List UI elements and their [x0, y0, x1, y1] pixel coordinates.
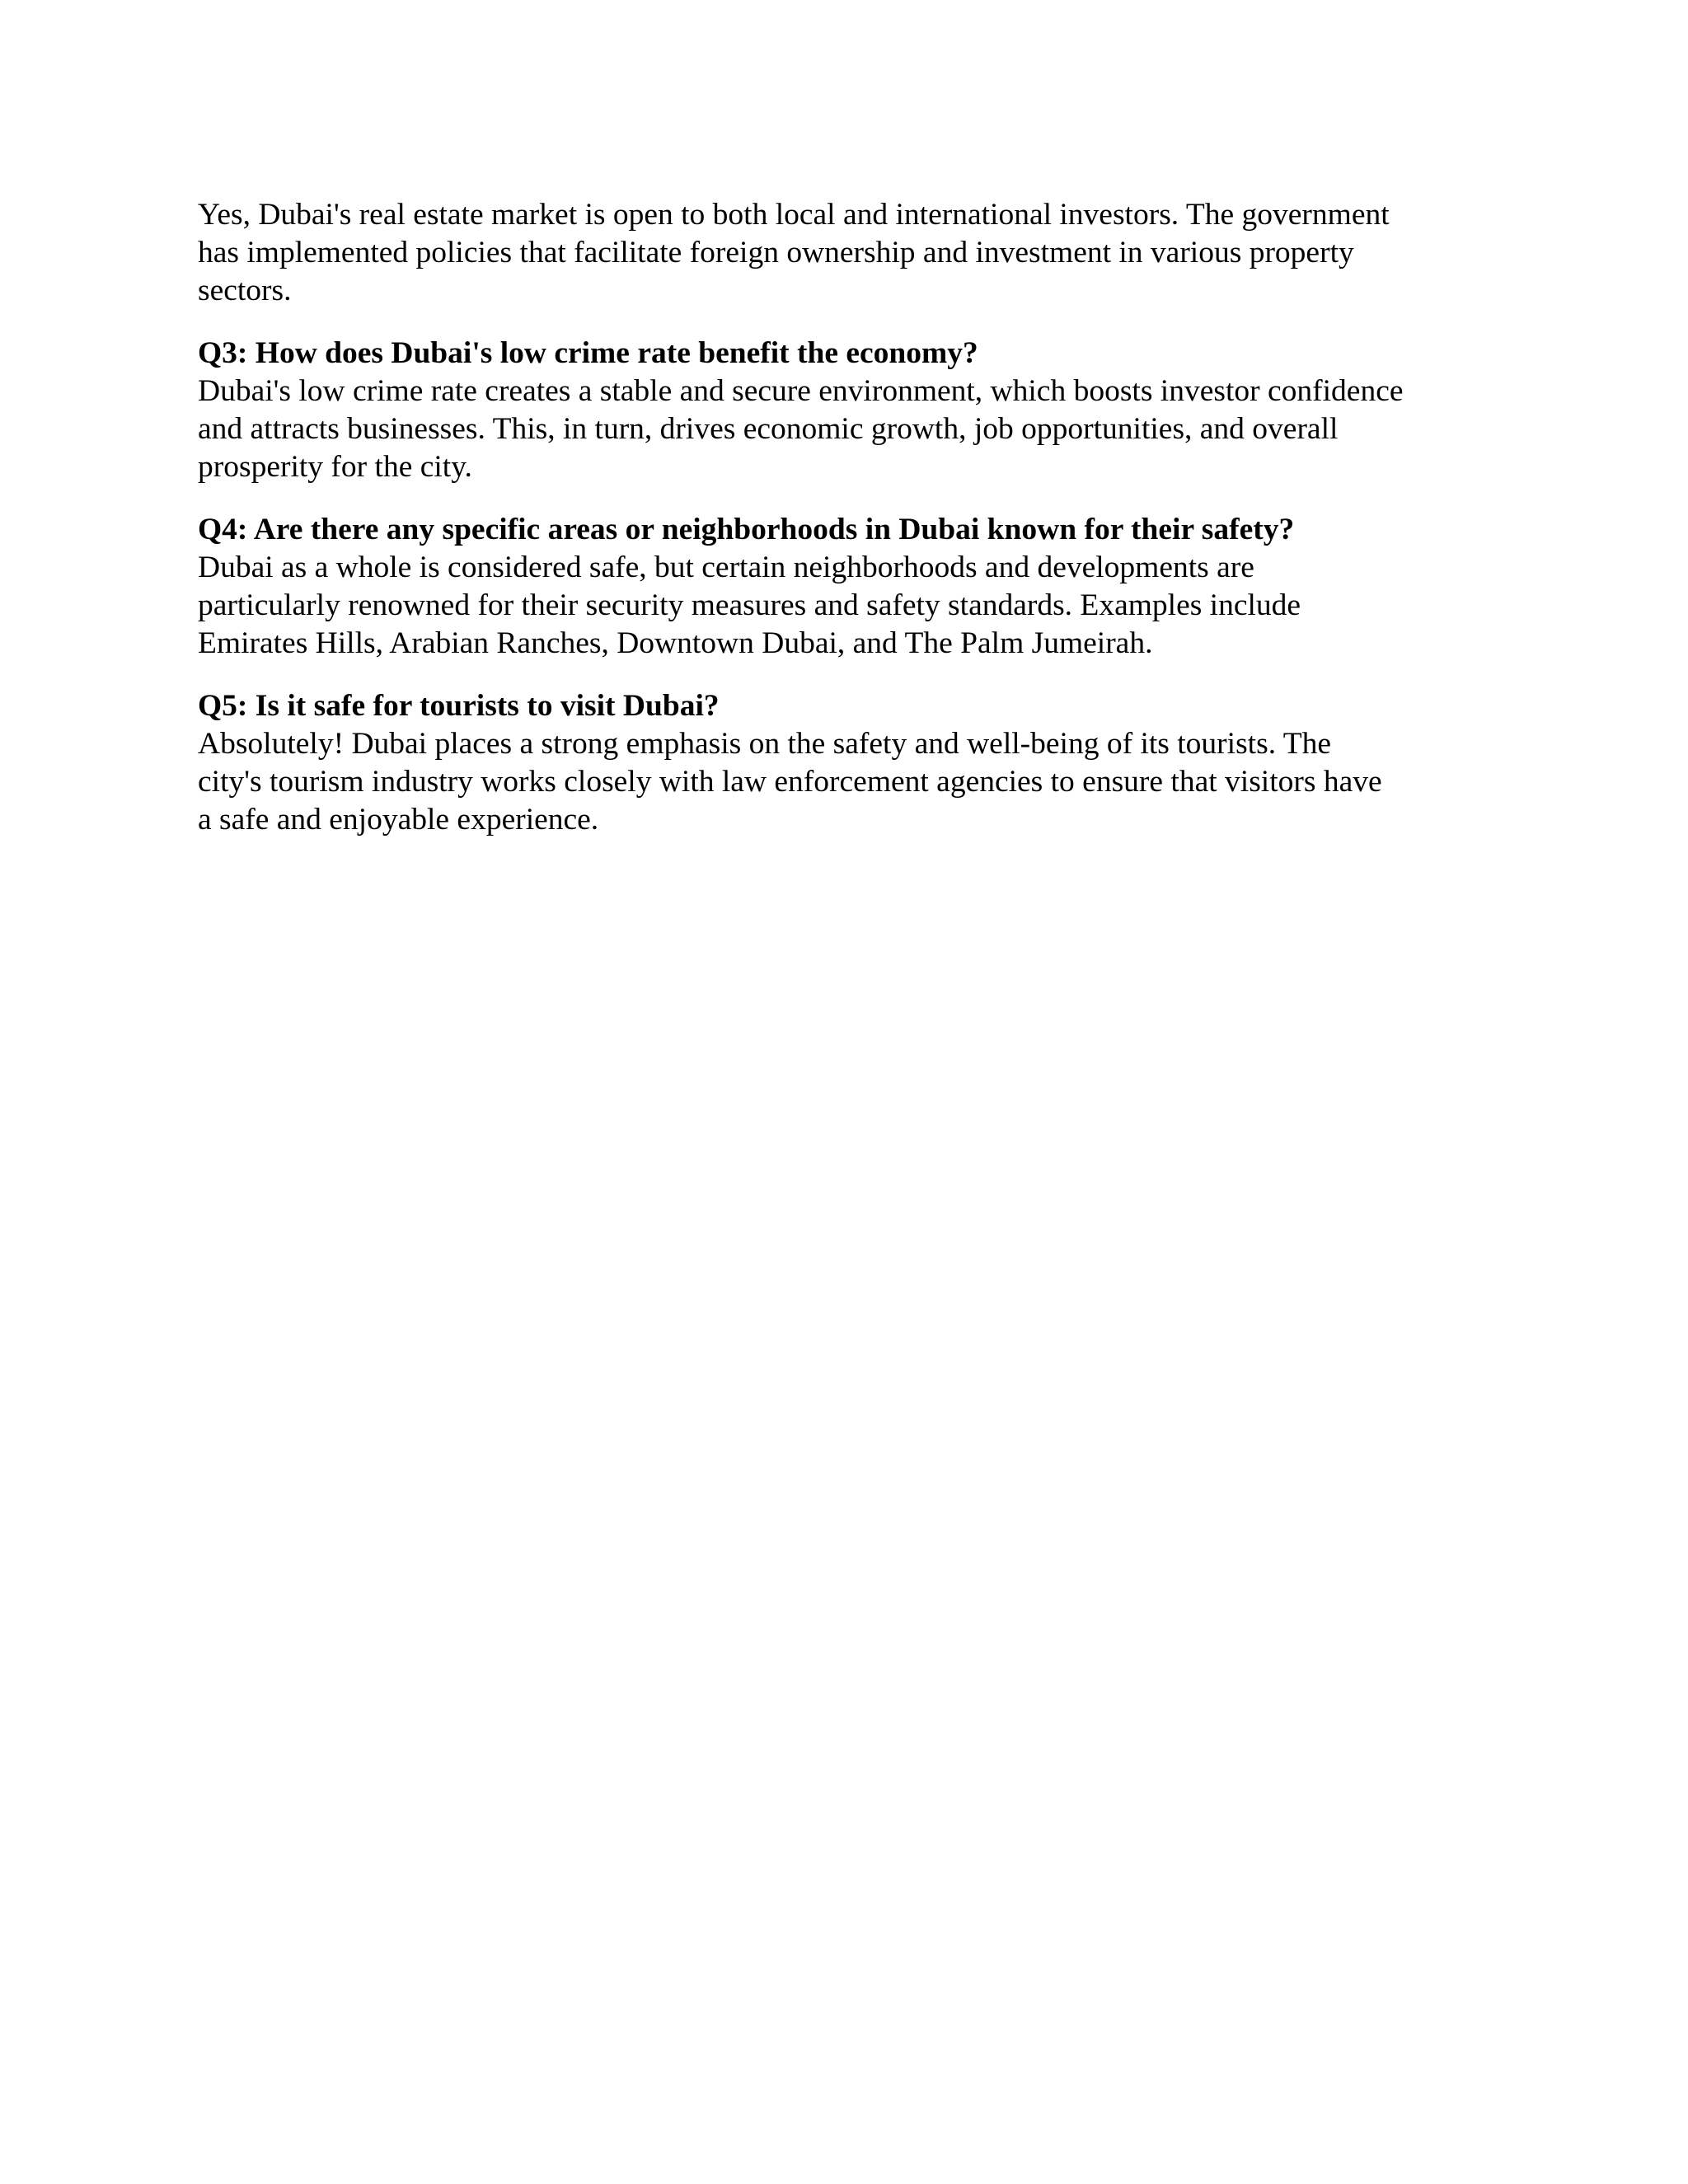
question-heading: Q4: Are there any specific areas or neighborhoods in Dubai known for their safety?	[198, 513, 1295, 546]
intro-answer	[198, 196, 1533, 310]
answer-line: city's tourism industry works closely with law enforcement agencies to ensure that visitors have	[198, 765, 1382, 799]
faq-text	[198, 687, 1533, 839]
answer-line: Yes, Dubai's real estate market is open to both local and international investors. The government	[198, 198, 1390, 232]
faq-item-q3	[198, 335, 1533, 486]
answer-line: Dubai as a whole is considered safe, but certain neighborhoods and developments are	[198, 551, 1254, 584]
faq-text	[198, 511, 1533, 663]
question-heading: Q5: Is it safe for tourists to visit Dubai?	[198, 689, 720, 723]
answer-text	[198, 196, 1533, 310]
answer-line: a safe and enjoyable experience.	[198, 803, 599, 837]
document-body	[198, 196, 1533, 864]
answer-line: particularly renowned for their security measures and safety standards. Examples include	[198, 588, 1301, 622]
answer-line: Emirates Hills, Arabian Ranches, Downtown Dubai, and The Palm Jumeirah.	[198, 626, 1153, 660]
faq-text	[198, 335, 1533, 486]
answer-line: prosperity for the city.	[198, 450, 472, 484]
faq-item-q4	[198, 511, 1533, 663]
answer-line: Absolutely! Dubai places a strong emphasis on the safety and well-being of its tourists. The	[198, 727, 1332, 761]
answer-line: sectors.	[198, 274, 292, 307]
answer-line: Dubai's low crime rate creates a stable and secure environment, which boosts investor confidence	[198, 374, 1404, 408]
answer-line: and attracts businesses. This, in turn, drives economic growth, job opportunities, and overall	[198, 412, 1339, 446]
answer-line: has implemented policies that facilitate foreign ownership and investment in various property	[198, 236, 1354, 269]
question-heading: Q3: How does Dubai's low crime rate benefit the economy?	[198, 336, 978, 370]
faq-item-q5	[198, 687, 1533, 839]
